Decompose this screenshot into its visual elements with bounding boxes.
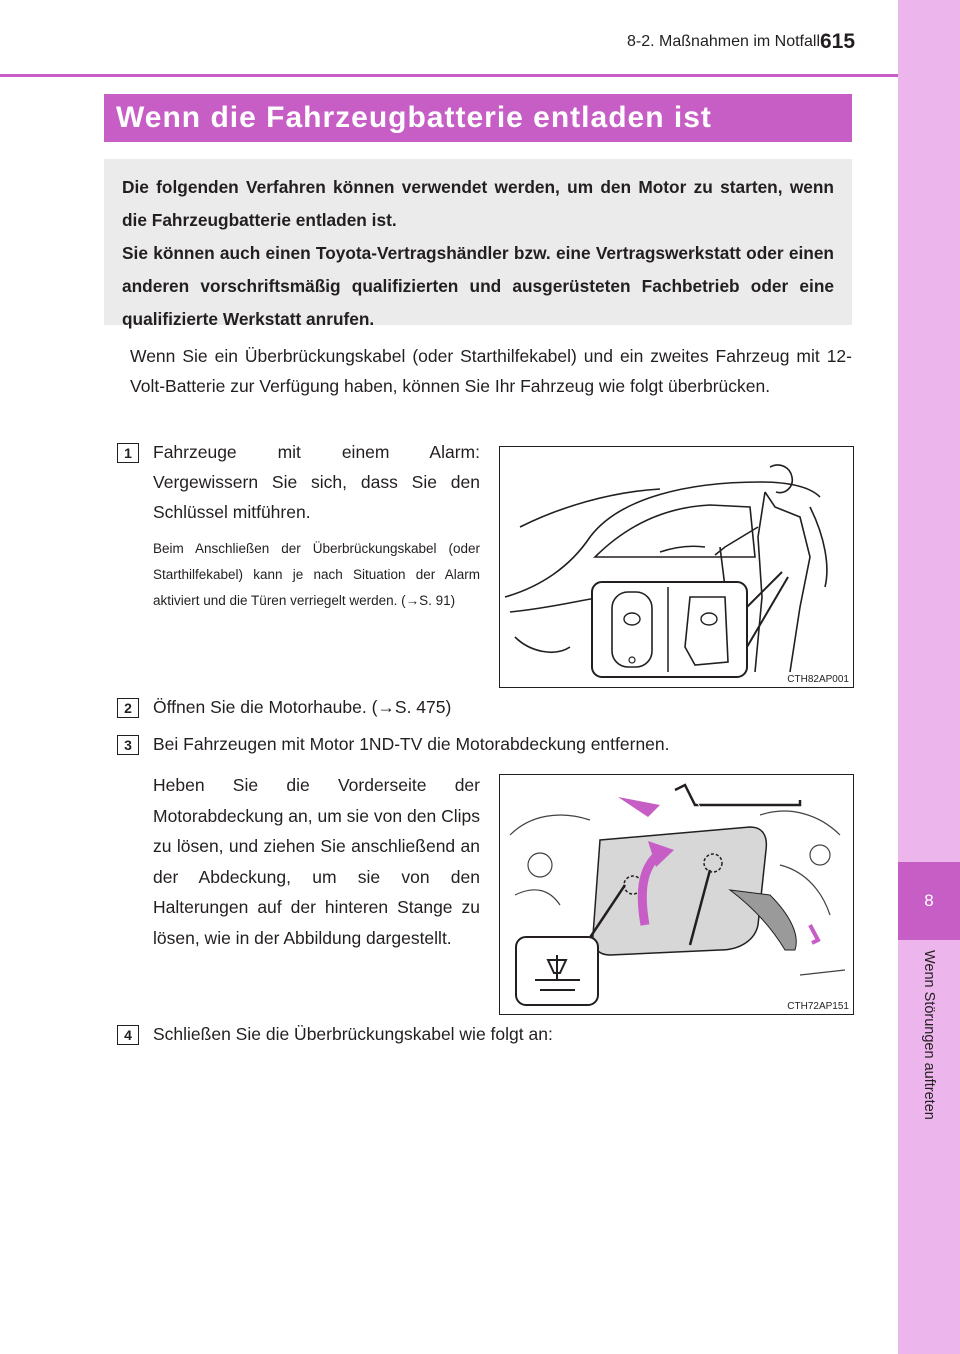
intro-box xyxy=(104,159,852,329)
body-paragraph: Wenn Sie ein Überbrückungskabel (oder Starthilfekabel) und ein zweites Fahrzeug mit 12-Volt-Batterie zur Verfügung haben, können Sie Ihr Fahrzeug wie folgt überbrücken. xyxy=(130,346,852,396)
step-number-1: 1 xyxy=(117,443,139,463)
car-with-key-illustration xyxy=(500,447,853,687)
chapter-number: 8 xyxy=(898,862,960,940)
step-1-note: Beim Anschließen der Überbrückungskabel (oder Starthilfekabel) kann je nach Situation der Alarm aktiviert und die Türen verriegelt werden. (→S. 91) xyxy=(153,541,480,608)
step-3-text: Bei Fahrzeugen mit Motor 1ND-TV die Motorabdeckung entfernen. xyxy=(153,734,670,754)
step-number-2: 2 xyxy=(117,698,139,718)
title-bar xyxy=(104,94,852,142)
chapter-title-vertical xyxy=(898,950,960,1190)
engine-cover-illustration xyxy=(500,775,853,1014)
header-rule xyxy=(0,74,898,77)
step-number-3: 3 xyxy=(117,735,139,755)
step-4-text: Schließen Sie die Überbrückungskabel wie folgt an: xyxy=(153,1024,553,1044)
step-1-text: Fahrzeuge mit einem Alarm: Vergewissern Sie sich, dass Sie den Schlüssel mitführen. xyxy=(153,442,480,522)
page-title: Wenn die Fahrzeugbatterie entladen ist xyxy=(116,101,712,134)
figure-engine-cover xyxy=(499,774,854,1015)
step-2-text: Öffnen Sie die Motorhaube. (→S. 475) xyxy=(153,697,452,717)
figure-car-key xyxy=(499,446,854,688)
figure-id: CTH72AP151 xyxy=(787,1001,849,1012)
step-number-4: 4 xyxy=(117,1025,139,1045)
page-number: 615 xyxy=(820,30,856,53)
section-header: 8-2. Maßnahmen im Notfall xyxy=(627,33,820,50)
step-3-note: Heben Sie die Vorderseite der Motorabdeckung an, um sie von den Clips zu lösen, und ziehen Sie anschließend an der Abdeckung, um sie von den Halterungen auf der hinteren Stange zu lösen, wie in der Abbildung dargestellt. xyxy=(153,775,480,948)
figure-id: CTH82AP001 xyxy=(787,674,849,685)
intro-line-1: Die folgenden Verfahren können verwendet werden, um den Motor zu starten, wenn die Fahrzeugbatterie entladen ist. xyxy=(122,177,834,230)
intro-line-2: Sie können auch einen Toyota-Vertragshändler bzw. eine Vertragswerkstatt oder einen anderen vorschriftsmäßig qualifizierten und ausgerüsteten Fachbetrieb oder eine qualifizierte Werkstatt anrufen. xyxy=(122,243,834,329)
chapter-title: Wenn Störungen auftreten xyxy=(921,950,937,1120)
